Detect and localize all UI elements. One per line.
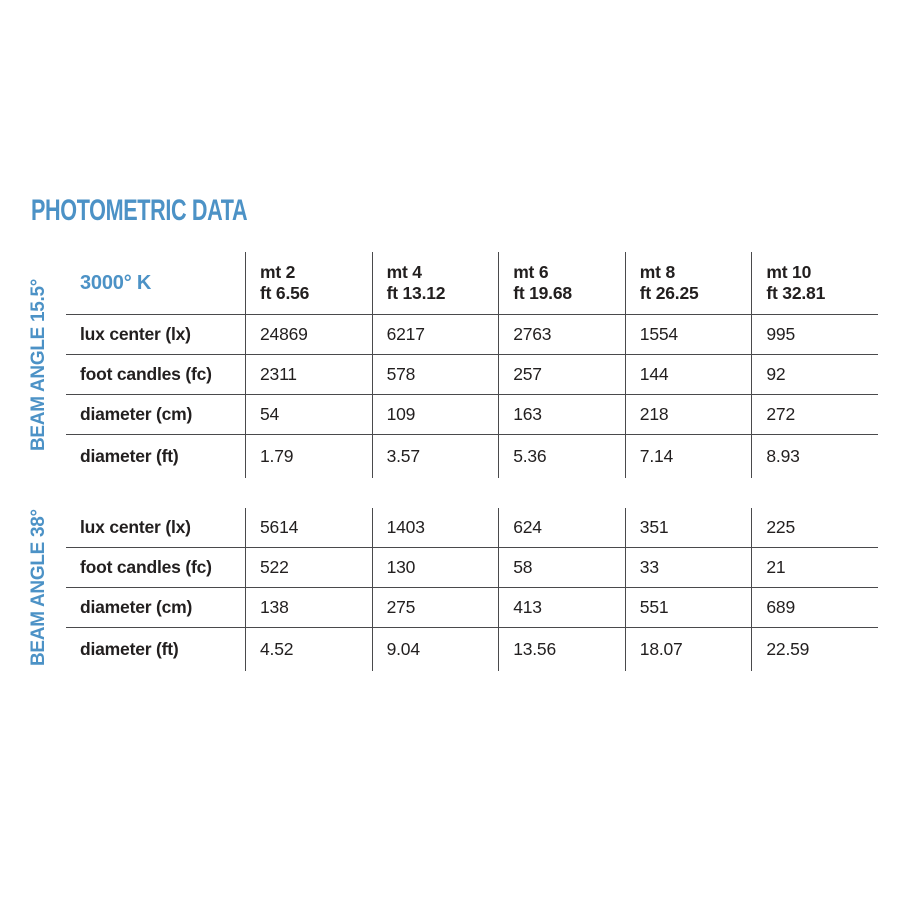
value-cell: 272 <box>751 395 878 434</box>
column-header-mt-8 <box>625 252 752 314</box>
value-cell: 2763 <box>498 315 625 354</box>
value-cell: 138 <box>245 588 372 627</box>
column-header-mt-4 <box>372 252 499 314</box>
beam-angle-38-rows <box>66 508 878 671</box>
value-cell: 1403 <box>372 508 499 547</box>
kelvin-header: 3000° K <box>80 271 152 294</box>
value-cell: 522 <box>245 548 372 587</box>
value-cell: 92 <box>751 355 878 394</box>
table-header-row <box>66 252 878 315</box>
header-ft-line: ft 6.56 <box>260 283 310 303</box>
value-cell: 4.52 <box>245 628 372 671</box>
beam-angle-15-5-rows <box>66 315 878 478</box>
value-cell: 218 <box>625 395 752 434</box>
value-cell: 163 <box>498 395 625 434</box>
row-label: lux center (lx) <box>80 517 191 537</box>
row-label: diameter (cm) <box>80 404 193 424</box>
row-label: foot candles (fc) <box>80 364 212 384</box>
value-cell: 109 <box>372 395 499 434</box>
table-row <box>66 508 878 548</box>
row-label: lux center (lx) <box>80 324 191 344</box>
beam-angle-15-5-table <box>66 252 878 478</box>
value-cell: 3.57 <box>372 435 499 478</box>
value-cell: 18.07 <box>625 628 752 671</box>
header-mt-line: mt 6 <box>513 262 549 282</box>
value-cell: 33 <box>625 548 752 587</box>
value-cell: 257 <box>498 355 625 394</box>
header-ft-line: ft 26.25 <box>639 283 699 303</box>
column-header-mt-10 <box>751 252 878 314</box>
value-cell: 9.04 <box>372 628 499 671</box>
header-mt-line: mt 10 <box>766 262 812 282</box>
row-label: foot candles (fc) <box>80 557 212 577</box>
table-row <box>66 395 878 435</box>
value-cell: 2311 <box>245 355 372 394</box>
value-cell: 6217 <box>372 315 499 354</box>
beam-angle-38-side-label: BEAM ANGLE 38° <box>28 509 49 667</box>
value-cell: 351 <box>625 508 752 547</box>
row-label: diameter (cm) <box>80 597 193 617</box>
value-cell: 58 <box>498 548 625 587</box>
row-label: diameter (ft) <box>80 639 179 659</box>
value-cell: 995 <box>751 315 878 354</box>
value-cell: 24869 <box>245 315 372 354</box>
value-cell: 13.56 <box>498 628 625 671</box>
header-ft-line: ft 32.81 <box>766 283 826 303</box>
value-cell: 689 <box>751 588 878 627</box>
value-cell: 578 <box>372 355 499 394</box>
value-cell: 54 <box>245 395 372 434</box>
table-row <box>66 548 878 588</box>
header-mt-line: mt 4 <box>386 262 422 282</box>
beam-angle-38-table <box>66 508 878 671</box>
row-label: diameter (ft) <box>80 446 179 466</box>
value-cell: 1554 <box>625 315 752 354</box>
page-title: PHOTOMETRIC DATA <box>31 194 248 227</box>
value-cell: 130 <box>372 548 499 587</box>
beam-angle-15-5-side-label: BEAM ANGLE 15.5° <box>28 278 49 452</box>
value-cell: 551 <box>625 588 752 627</box>
table-row <box>66 435 878 478</box>
value-cell: 7.14 <box>625 435 752 478</box>
value-cell: 5.36 <box>498 435 625 478</box>
value-cell: 8.93 <box>751 435 878 478</box>
value-cell: 144 <box>625 355 752 394</box>
table-row <box>66 315 878 355</box>
header-ft-line: ft 13.12 <box>386 283 446 303</box>
header-mt-line: mt 8 <box>639 262 675 282</box>
table-row <box>66 628 878 671</box>
header-ft-line: ft 19.68 <box>513 283 572 303</box>
table-row <box>66 588 878 628</box>
value-cell: 21 <box>751 548 878 587</box>
column-header-mt-6 <box>498 252 625 314</box>
value-cell: 5614 <box>245 508 372 547</box>
value-cell: 413 <box>498 588 625 627</box>
value-cell: 624 <box>498 508 625 547</box>
header-mt-line: mt 2 <box>260 262 296 282</box>
value-cell: 225 <box>751 508 878 547</box>
value-cell: 275 <box>372 588 499 627</box>
table-row <box>66 355 878 395</box>
value-cell: 22.59 <box>751 628 878 671</box>
column-header-mt-2 <box>245 252 372 314</box>
value-cell: 1.79 <box>245 435 372 478</box>
